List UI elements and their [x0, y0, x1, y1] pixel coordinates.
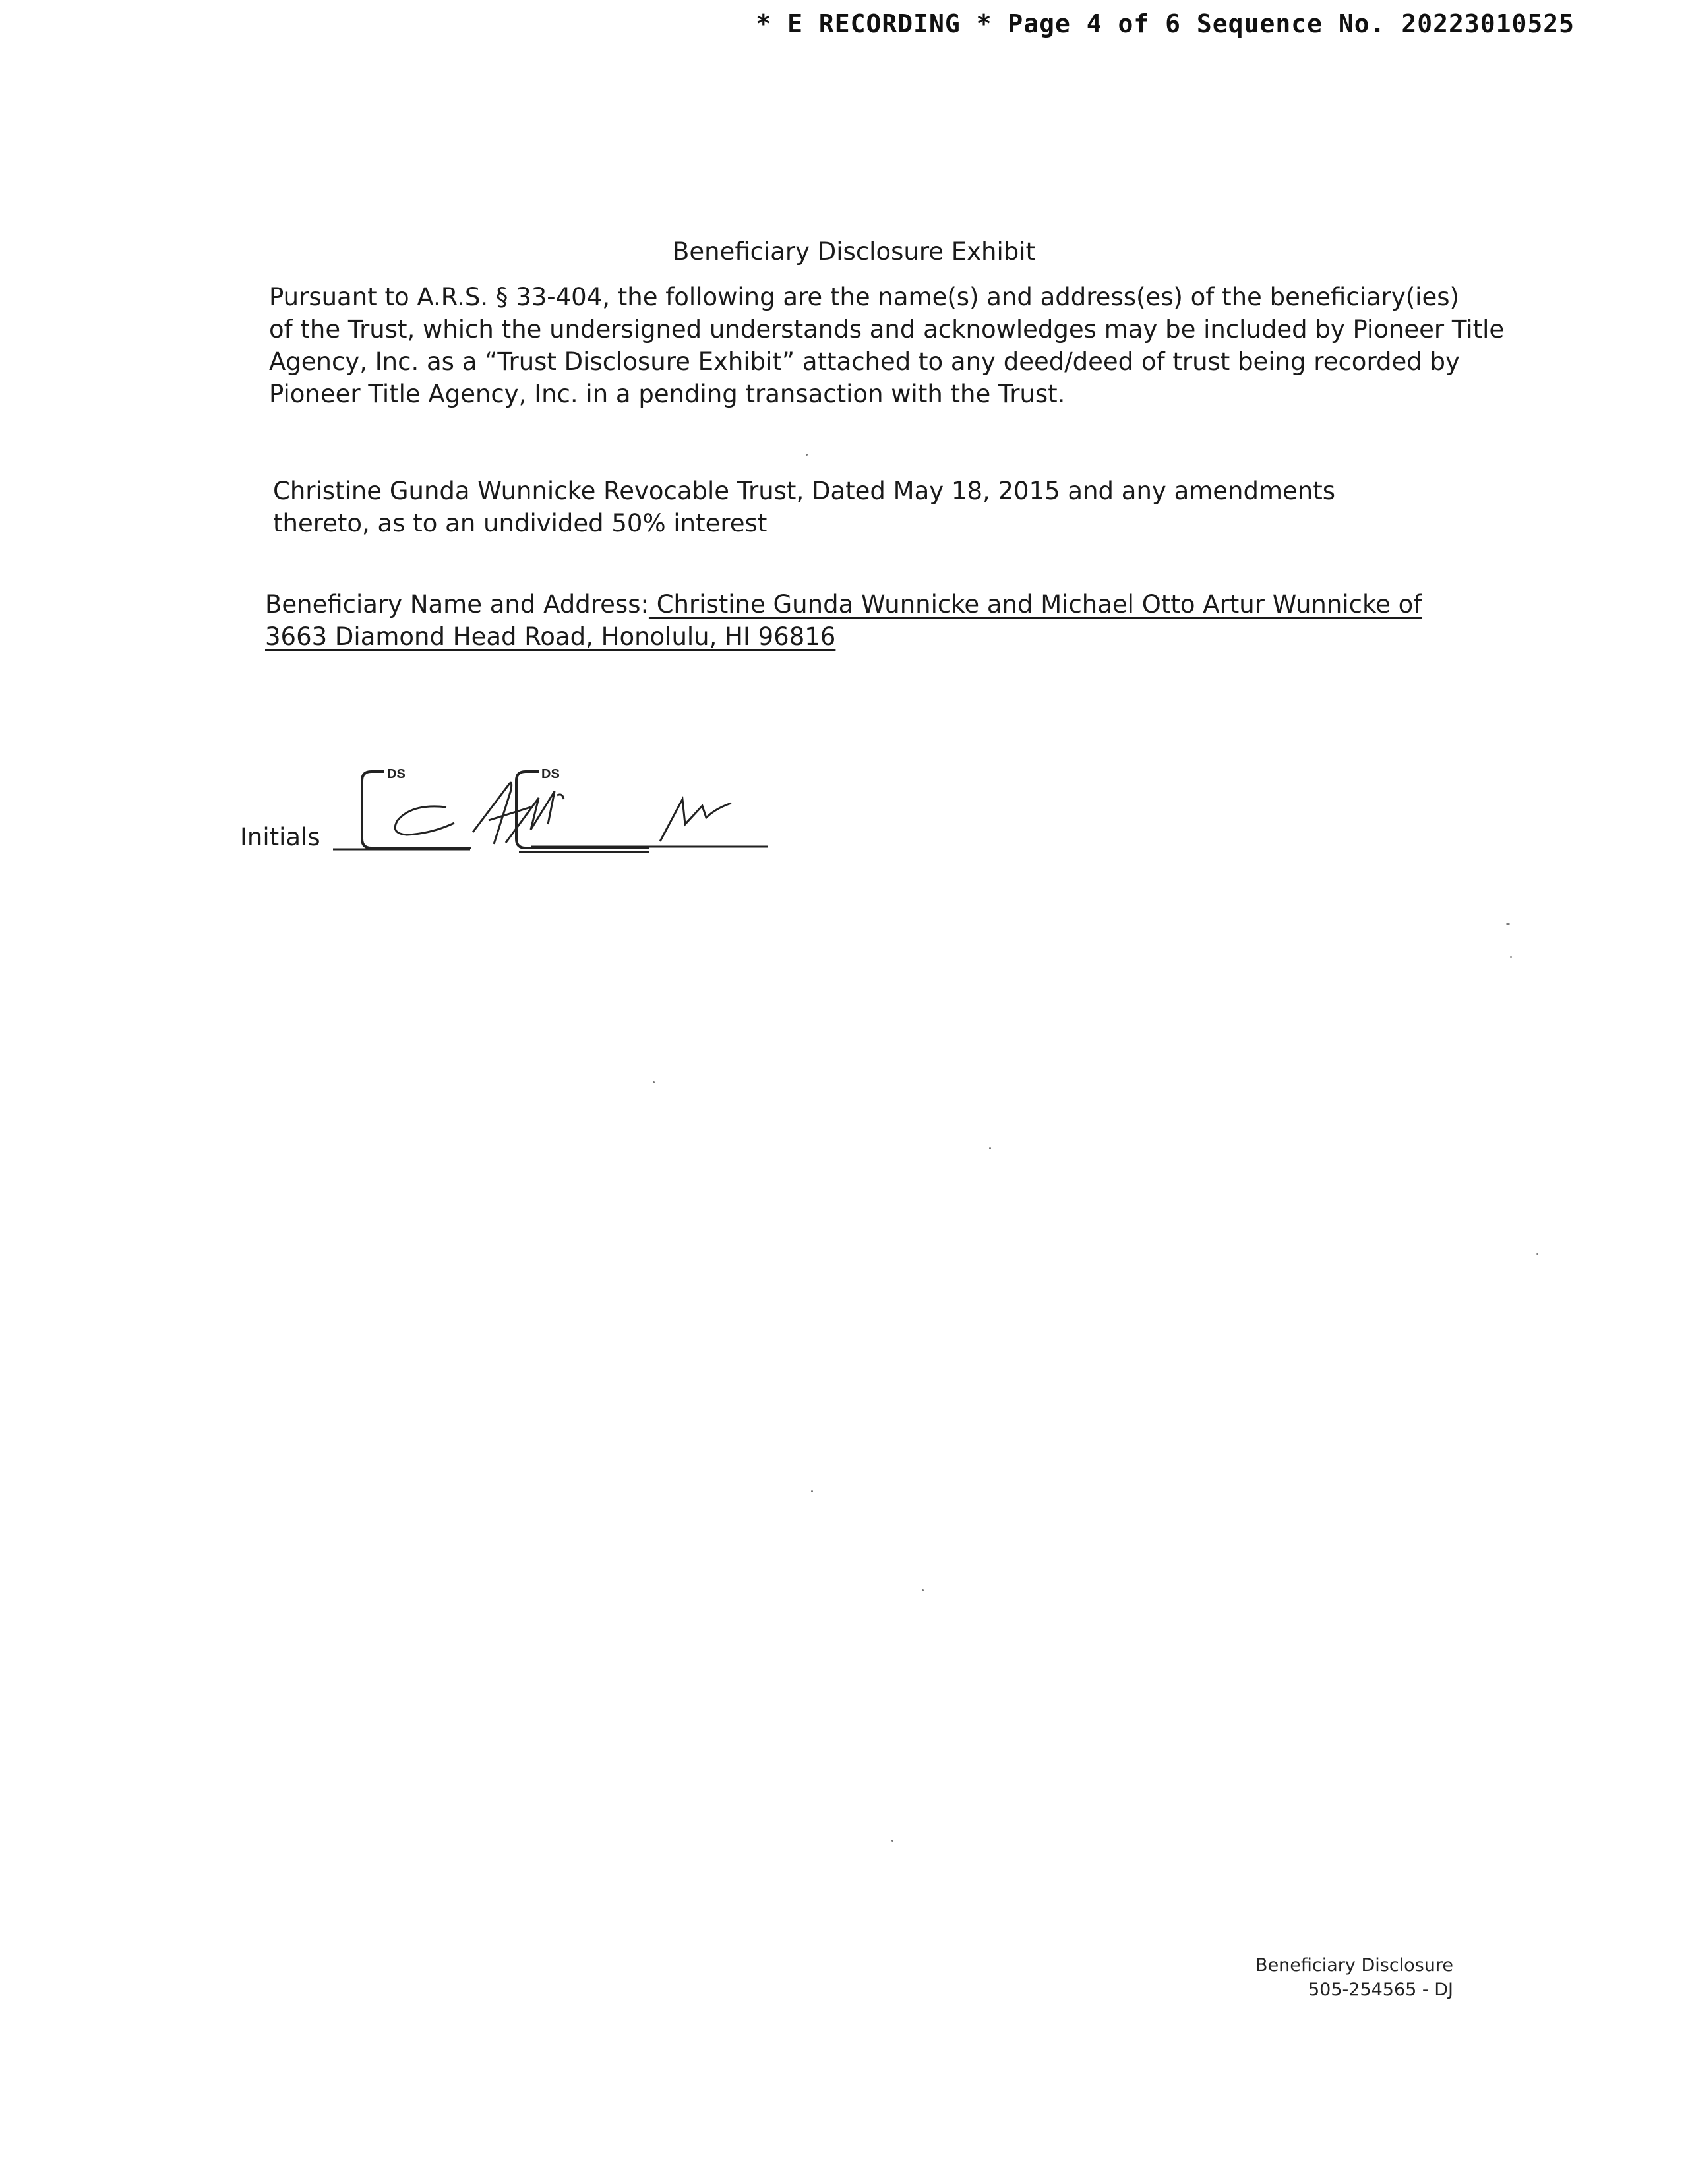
scan-speck	[922, 1589, 924, 1591]
beneficiary-line-1	[265, 588, 1422, 621]
beneficiary-label: Beneficiary Name and Address:	[265, 590, 649, 619]
signature-stroke	[557, 795, 564, 799]
beneficiary-value-2: 3663 Diamond Head Road, Honolulu, HI 96816	[265, 622, 836, 651]
footer-line-1: Beneficiary Disclosure	[1255, 1955, 1453, 1976]
beneficiary-block	[265, 588, 1422, 653]
trust-line: thereto, as to an undivided 50% interest	[273, 509, 768, 537]
trust-line: Christine Gunda Wunnicke Revocable Trust, Dated May 18, 2015 and any amendments	[273, 477, 1336, 505]
scan-speck	[1506, 923, 1510, 925]
intro-line: Agency, Inc. as a “Trust Disclosure Exhibit” attached to any deed/deed of trust being recorded by	[269, 348, 1460, 376]
intro-line: of the Trust, which the undersigned understands and acknowledges may be included by Pioneer Title	[269, 315, 1505, 344]
trust-statement	[273, 475, 1335, 539]
beneficiary-value-1: Christine Gunda Wunnicke and Michael Otto Artur Wunnicke of	[648, 590, 1422, 619]
initials-signature	[333, 752, 781, 870]
footer-block	[1255, 1953, 1453, 2002]
recording-header: * E RECORDING * Page 4 of 6 Sequence No. 20223010525	[756, 9, 1575, 38]
footer-line-2: 505-254565 - DJ	[1308, 1980, 1453, 2000]
initials-label: Initials	[240, 823, 320, 851]
scan-speck	[1510, 956, 1512, 958]
intro-line: Pioneer Title Agency, Inc. in a pending transaction with the Trust.	[269, 380, 1066, 408]
signature-stroke	[395, 806, 454, 835]
docusign-stamp-tag: DS	[387, 767, 406, 781]
scan-speck	[989, 1147, 991, 1149]
signature-stroke	[473, 783, 512, 844]
scan-speck	[1536, 1253, 1538, 1255]
scan-speck	[806, 454, 808, 456]
document-title-text: Beneficiary Disclosure Exhibit	[672, 237, 1036, 266]
scan-speck	[653, 1081, 655, 1083]
signature-stroke	[660, 799, 731, 841]
docusign-stamp-bracket	[362, 772, 471, 848]
beneficiary-line-2	[265, 621, 1422, 653]
scan-speck	[891, 1840, 893, 1842]
docusign-stamp-tag: DS	[541, 767, 560, 781]
signature-stroke	[506, 791, 555, 843]
scan-speck	[811, 1490, 813, 1492]
intro-paragraph	[269, 281, 1505, 410]
document-title	[0, 237, 1688, 266]
intro-line: Pursuant to A.R.S. § 33-404, the following are the name(s) and address(es) of the beneficiary(ies)	[269, 283, 1459, 311]
